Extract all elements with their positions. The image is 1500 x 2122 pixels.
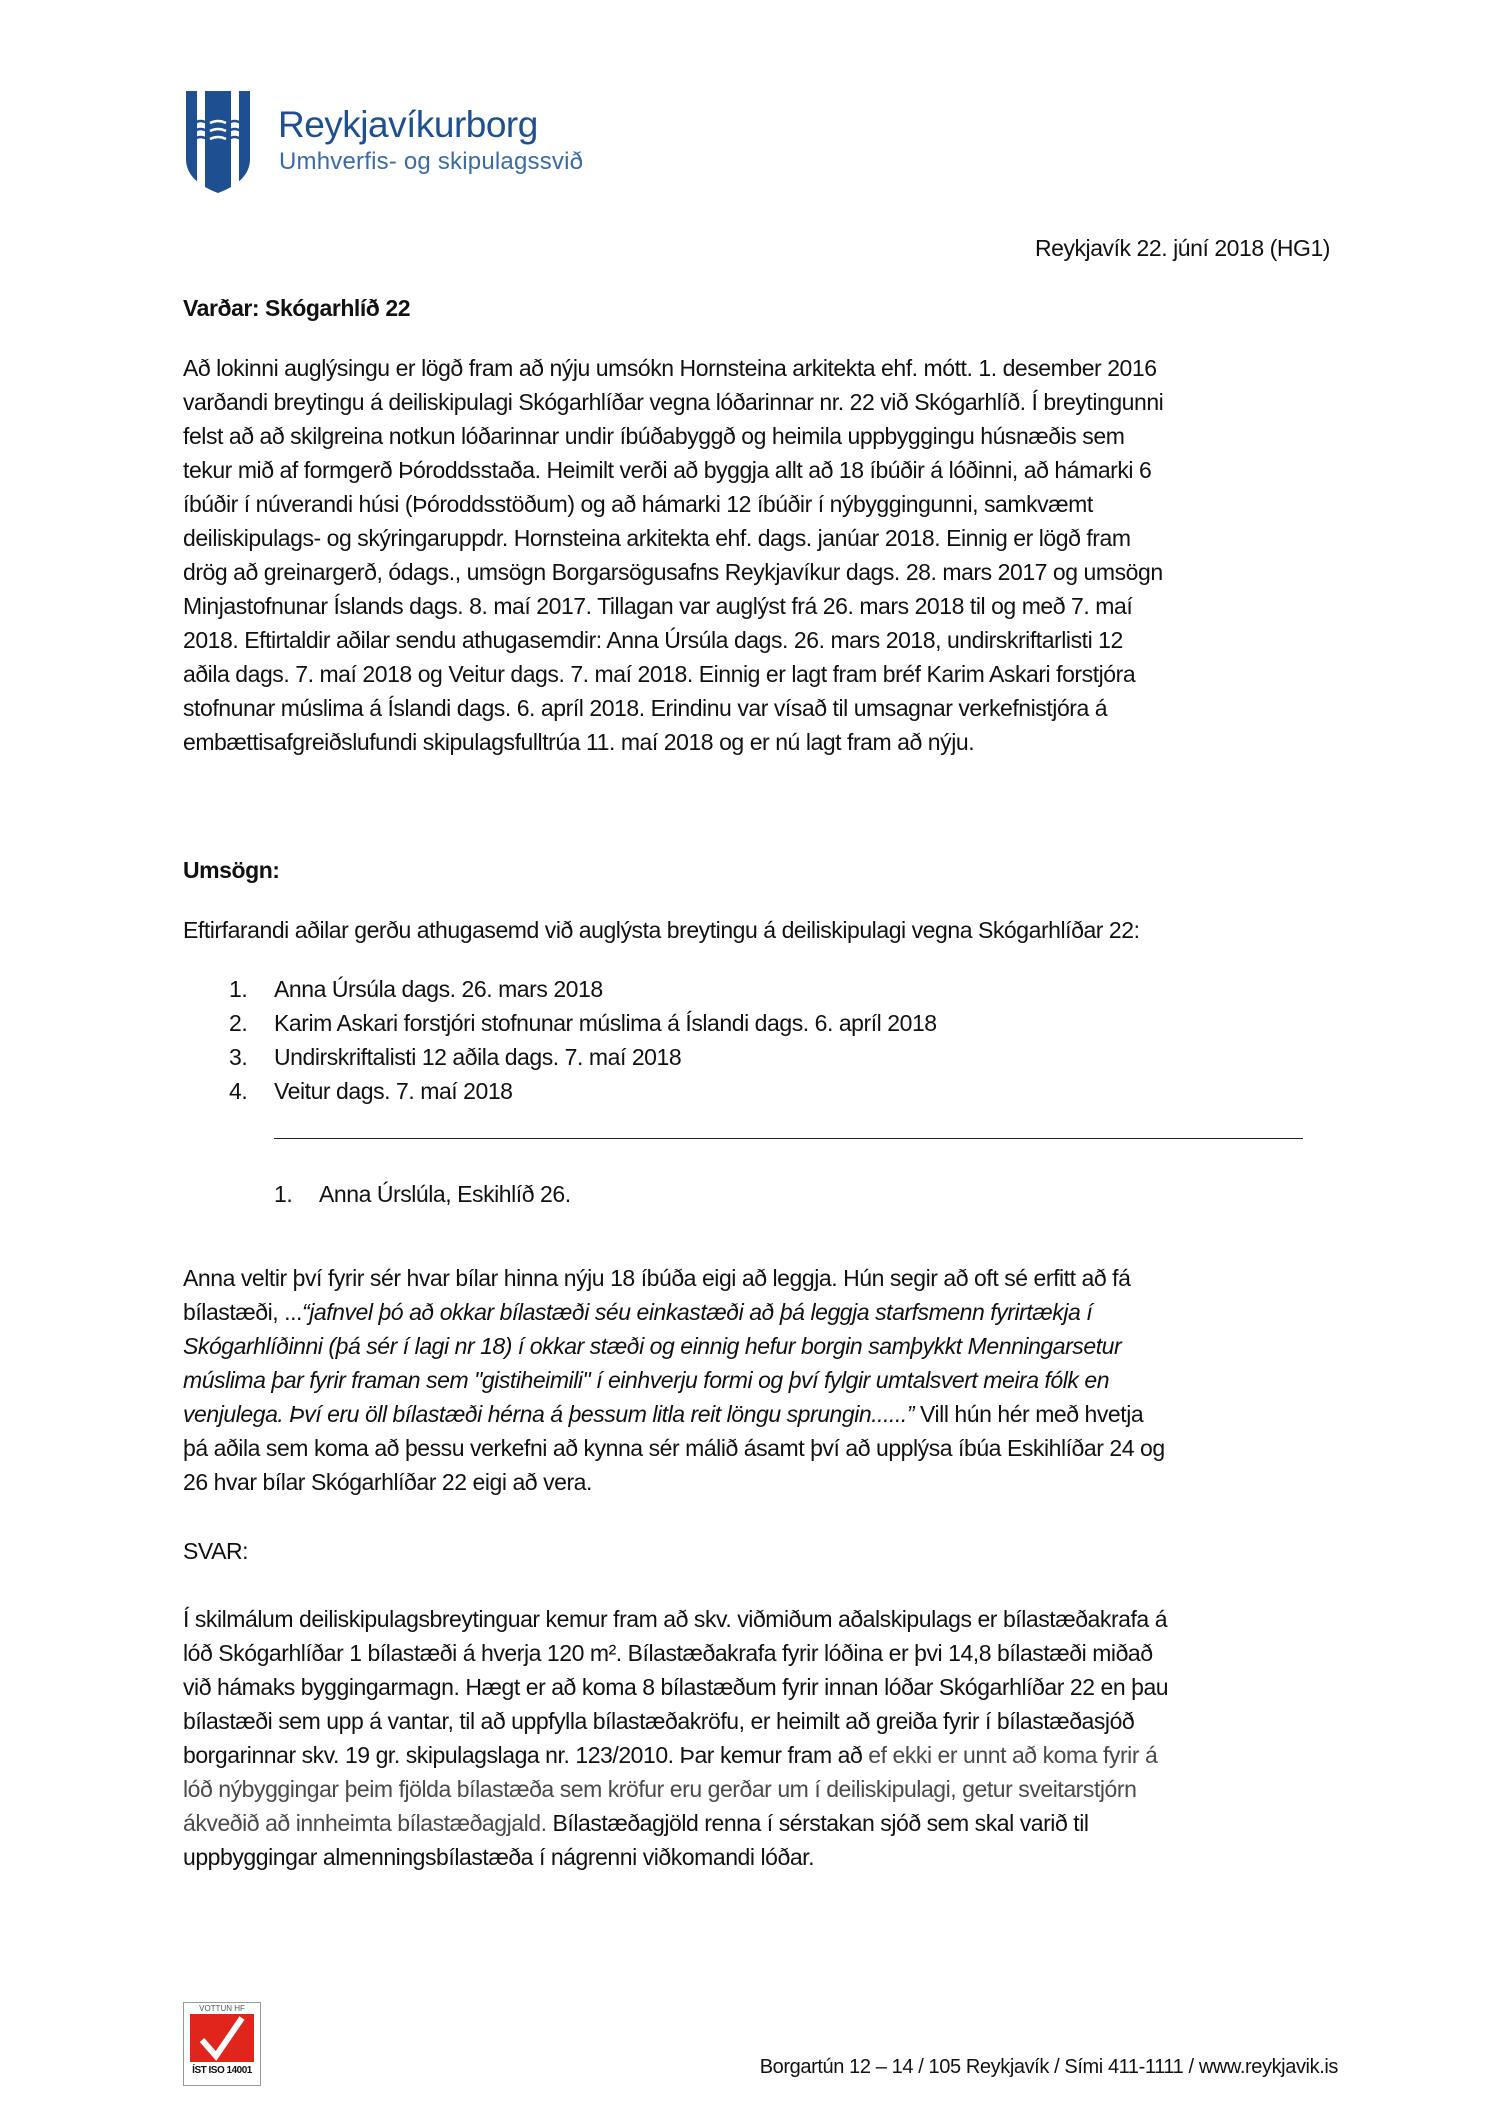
list-number: 2. <box>229 1010 248 1036</box>
date-line: Reykjavík 22. júní 2018 (HG1) <box>1034 235 1330 261</box>
text-segment: borgarinnar skv. 19 gr. skipulagslaga nr. 123/2010. Þar kemur fram að <box>183 1742 869 1768</box>
text-segment: lóð Skógarhlíðar 1 bílastæði á hverja 120 m². Bílastæðakrafa fyrir lóðina er þvi 14,8 bílastæði miðað <box>183 1640 1153 1666</box>
text-segment: Minjastofnunar Íslands dags. 8. maí 2017. Tillagan var auglýst frá 26. mars 2018 til og með 7. maí <box>183 593 1133 619</box>
text-segment: ef ekki er unnt að koma fyrir á <box>868 1742 1158 1768</box>
text-line <box>183 1670 1168 1704</box>
list-item <box>229 1006 937 1040</box>
text-segment: 26 hvar bílar Skógarhlíðar 22 eigi að vera. <box>183 1469 592 1495</box>
sub-list-item <box>274 1177 571 1211</box>
list-text: Karim Askari forstjóri stofnunar múslima á Íslandi dags. 6. apríl 2018 <box>274 1010 937 1036</box>
text-line <box>183 1806 1168 1840</box>
text-line <box>183 1465 1165 1499</box>
text-line <box>183 385 1163 419</box>
quoted-text: Skógarhlíðinni (þá sér í lagi nr 18) í okkar stæði og einnig hefur borgin samþykkt Menningarsetur <box>183 1333 1122 1359</box>
text-line <box>183 1772 1168 1806</box>
text-segment: felst að að skilgreina notkun lóðarinnar undir íbúðabyggð og heimila uppbyggingu húsnæðis sem <box>183 423 1125 449</box>
text-line <box>183 691 1163 725</box>
text-segment: uppbyggingar almenningsbílastæða í nágrenni viðkomandi lóðar. <box>183 1844 815 1870</box>
text-segment: Bílastæðagjöld renna í sérstakan sjóð sem skal varið til <box>546 1810 1089 1836</box>
text-line <box>183 1363 1165 1397</box>
text-segment: bílastæði sem upp á vantar, til að uppfylla bílastæðakröfu, er heimilt að greiða fyrir í bílastæðasjóð <box>183 1708 1135 1734</box>
objection-list <box>229 972 937 1108</box>
quoted-text: “jafnvel þó að okkar bílastæði séu einkastæði að þá leggja starfsmenn fyrirtækja í <box>301 1299 1093 1325</box>
list-text: Veitur dags. 7. maí 2018 <box>274 1078 513 1104</box>
text-line <box>183 1329 1165 1363</box>
text-line <box>183 1602 1168 1636</box>
umsogn-heading-text: Umsögn: <box>183 857 280 883</box>
reykjavik-coat-of-arms-logo <box>184 89 252 195</box>
text-segment: lóð nýbyggingar þeim fjölda bílastæða sem kröfur eru gerðar um í deiliskipulagi, getur sveitarstjórn <box>183 1776 1137 1802</box>
list-number: 3. <box>229 1044 248 1070</box>
list-text: Undirskriftalisti 12 aðila dags. 7. maí 2018 <box>274 1044 682 1070</box>
subject-text: Varðar: Skógarhlíð 22 <box>183 295 411 321</box>
umsogn-heading <box>183 853 280 887</box>
text-line <box>183 657 1163 691</box>
text-line <box>183 555 1163 589</box>
text-line <box>183 351 1163 385</box>
text-line <box>183 1738 1168 1772</box>
answer-heading: SVAR: <box>183 1538 249 1564</box>
list-number: 1. <box>274 1181 293 1207</box>
text-line <box>183 419 1163 453</box>
separator-line <box>274 1138 1303 1139</box>
list-item <box>229 972 937 1006</box>
answer-paragraph <box>183 1602 1168 1874</box>
text-segment: aðila dags. 7. maí 2018 og Veitur dags. 7. maí 2018. Einnig er lagt fram bréf Karim Askari forstjóra <box>183 661 1136 687</box>
list-text: Anna Úrslúla, Eskihlíð 26. <box>319 1181 571 1207</box>
text-line <box>183 1704 1168 1738</box>
logo-department-name: Umhverfis- og skipulagssvið <box>279 148 584 175</box>
text-line <box>183 1295 1165 1329</box>
text-segment: embættisafgreiðslufundi skipulagsfulltrúa 11. maí 2018 og er nú lagt fram að nýju. <box>183 729 975 755</box>
text-segment: þá aðila sem koma að þessu verkefni að kynna sér málið ásamt því að upplýsa íbúa Eskihlíðar 24 og <box>183 1435 1165 1461</box>
list-item <box>229 1074 937 1108</box>
text-segment: við hámaks byggingarmagn. Hægt er að koma 8 bílastæðum fyrir innan lóðar Skógarhlíðar 22 en þau <box>183 1674 1169 1700</box>
umsogn-lead: Eftirfarandi aðilar gerðu athugasemd við auglýsta breytingu á deiliskipulagi vegna Skógarhlíðar 22: <box>183 917 1140 943</box>
quoted-text: múslima þar fyrir framan sem "gistiheimili" í einhverju formi og því fylgir umtalsvert meira fólk en <box>183 1367 1110 1393</box>
logo-organization-name: Reykjavíkurborg <box>278 104 538 145</box>
text-segment: tekur mið af formgerð Þóroddsstaða. Heimilt verði að byggja allt að 18 íbúðir á lóðinni, að hámarki 6 <box>183 457 1152 483</box>
text-segment: íbúðir í núverandi húsi (Þóroddsstöðum) og að hámarki 12 íbúðir í nýbyggingunni, samkvæmt <box>183 491 1093 517</box>
cert-top-text: VOTTUN HF <box>199 2004 245 2013</box>
text-segment: 2018. Eftirtaldir aðilar sendu athugasemdir: Anna Úrsúla dags. 26. mars 2018, undirskriftarlisti 12 <box>183 627 1123 653</box>
text-line <box>183 725 1163 759</box>
text-line <box>183 487 1163 521</box>
text-line <box>183 1840 1168 1874</box>
text-line <box>183 521 1163 555</box>
text-line <box>183 453 1163 487</box>
text-line <box>183 623 1163 657</box>
subject-heading <box>183 291 410 325</box>
text-line <box>183 1261 1165 1295</box>
text-segment: Að lokinni auglýsingu er lögð fram að nýju umsókn Hornsteina arkitekta ehf. mótt. 1. desember 2016 <box>183 355 1157 381</box>
text-line <box>183 1431 1165 1465</box>
text-segment: stofnunar múslima á Íslandi dags. 6. apríl 2018. Erindinu var vísað til umsagnar verkefnistjóra á <box>183 695 1108 721</box>
footer-address: Borgartún 12 – 14 / 105 Reykjavík / Sími 411-1111 / www.reykjavik.is <box>759 2056 1338 2078</box>
iso-certification-logo <box>183 2002 261 2086</box>
text-line <box>183 1636 1168 1670</box>
text-segment: varðandi breytingu á deiliskipulagi Skógarhlíðar vegna lóðarinnar nr. 22 við Skógarhlíð. Í breytingunni <box>183 389 1164 415</box>
text-segment: bílastæði, ... <box>183 1299 302 1325</box>
list-number: 4. <box>229 1078 248 1104</box>
text-segment: Vill hún hér með hvetja <box>914 1401 1144 1427</box>
checkmark-icon <box>190 2014 254 2062</box>
comment-paragraph <box>183 1261 1165 1499</box>
text-segment: drög að greinargerð, ódags., umsögn Borgarsögusafns Reykjavíkur dags. 28. mars 2017 og umsögn <box>183 559 1163 585</box>
intro-paragraph <box>183 351 1163 759</box>
text-line <box>183 1397 1165 1431</box>
text-line <box>183 589 1163 623</box>
text-segment: deiliskipulags- og skýringaruppdr. Hornsteina arkitekta ehf. dags. janúar 2018. Einnig er lögð fram <box>183 525 1131 551</box>
quoted-text: venjulega. Því eru öll bílastæði hérna á þessum litla reit löngu sprungin......” <box>183 1401 915 1427</box>
text-segment: Í skilmálum deiliskipulagsbreytinguar kemur fram að skv. viðmiðum aðalskipulags er bílastæðakrafa á <box>183 1606 1168 1632</box>
list-text: Anna Úrsúla dags. 26. mars 2018 <box>274 976 603 1002</box>
text-segment: ákveðið að innheimta bílastæðagjald. <box>183 1810 547 1836</box>
text-segment: Anna veltir því fyrir sér hvar bílar hinna nýju 18 íbúða eigi að leggja. Hún segir að oft sé erfitt að fá <box>183 1265 1131 1291</box>
list-number: 1. <box>229 976 248 1002</box>
cert-bottom-text: ÍST ISO 14001 <box>192 2065 252 2076</box>
list-item <box>229 1040 937 1074</box>
